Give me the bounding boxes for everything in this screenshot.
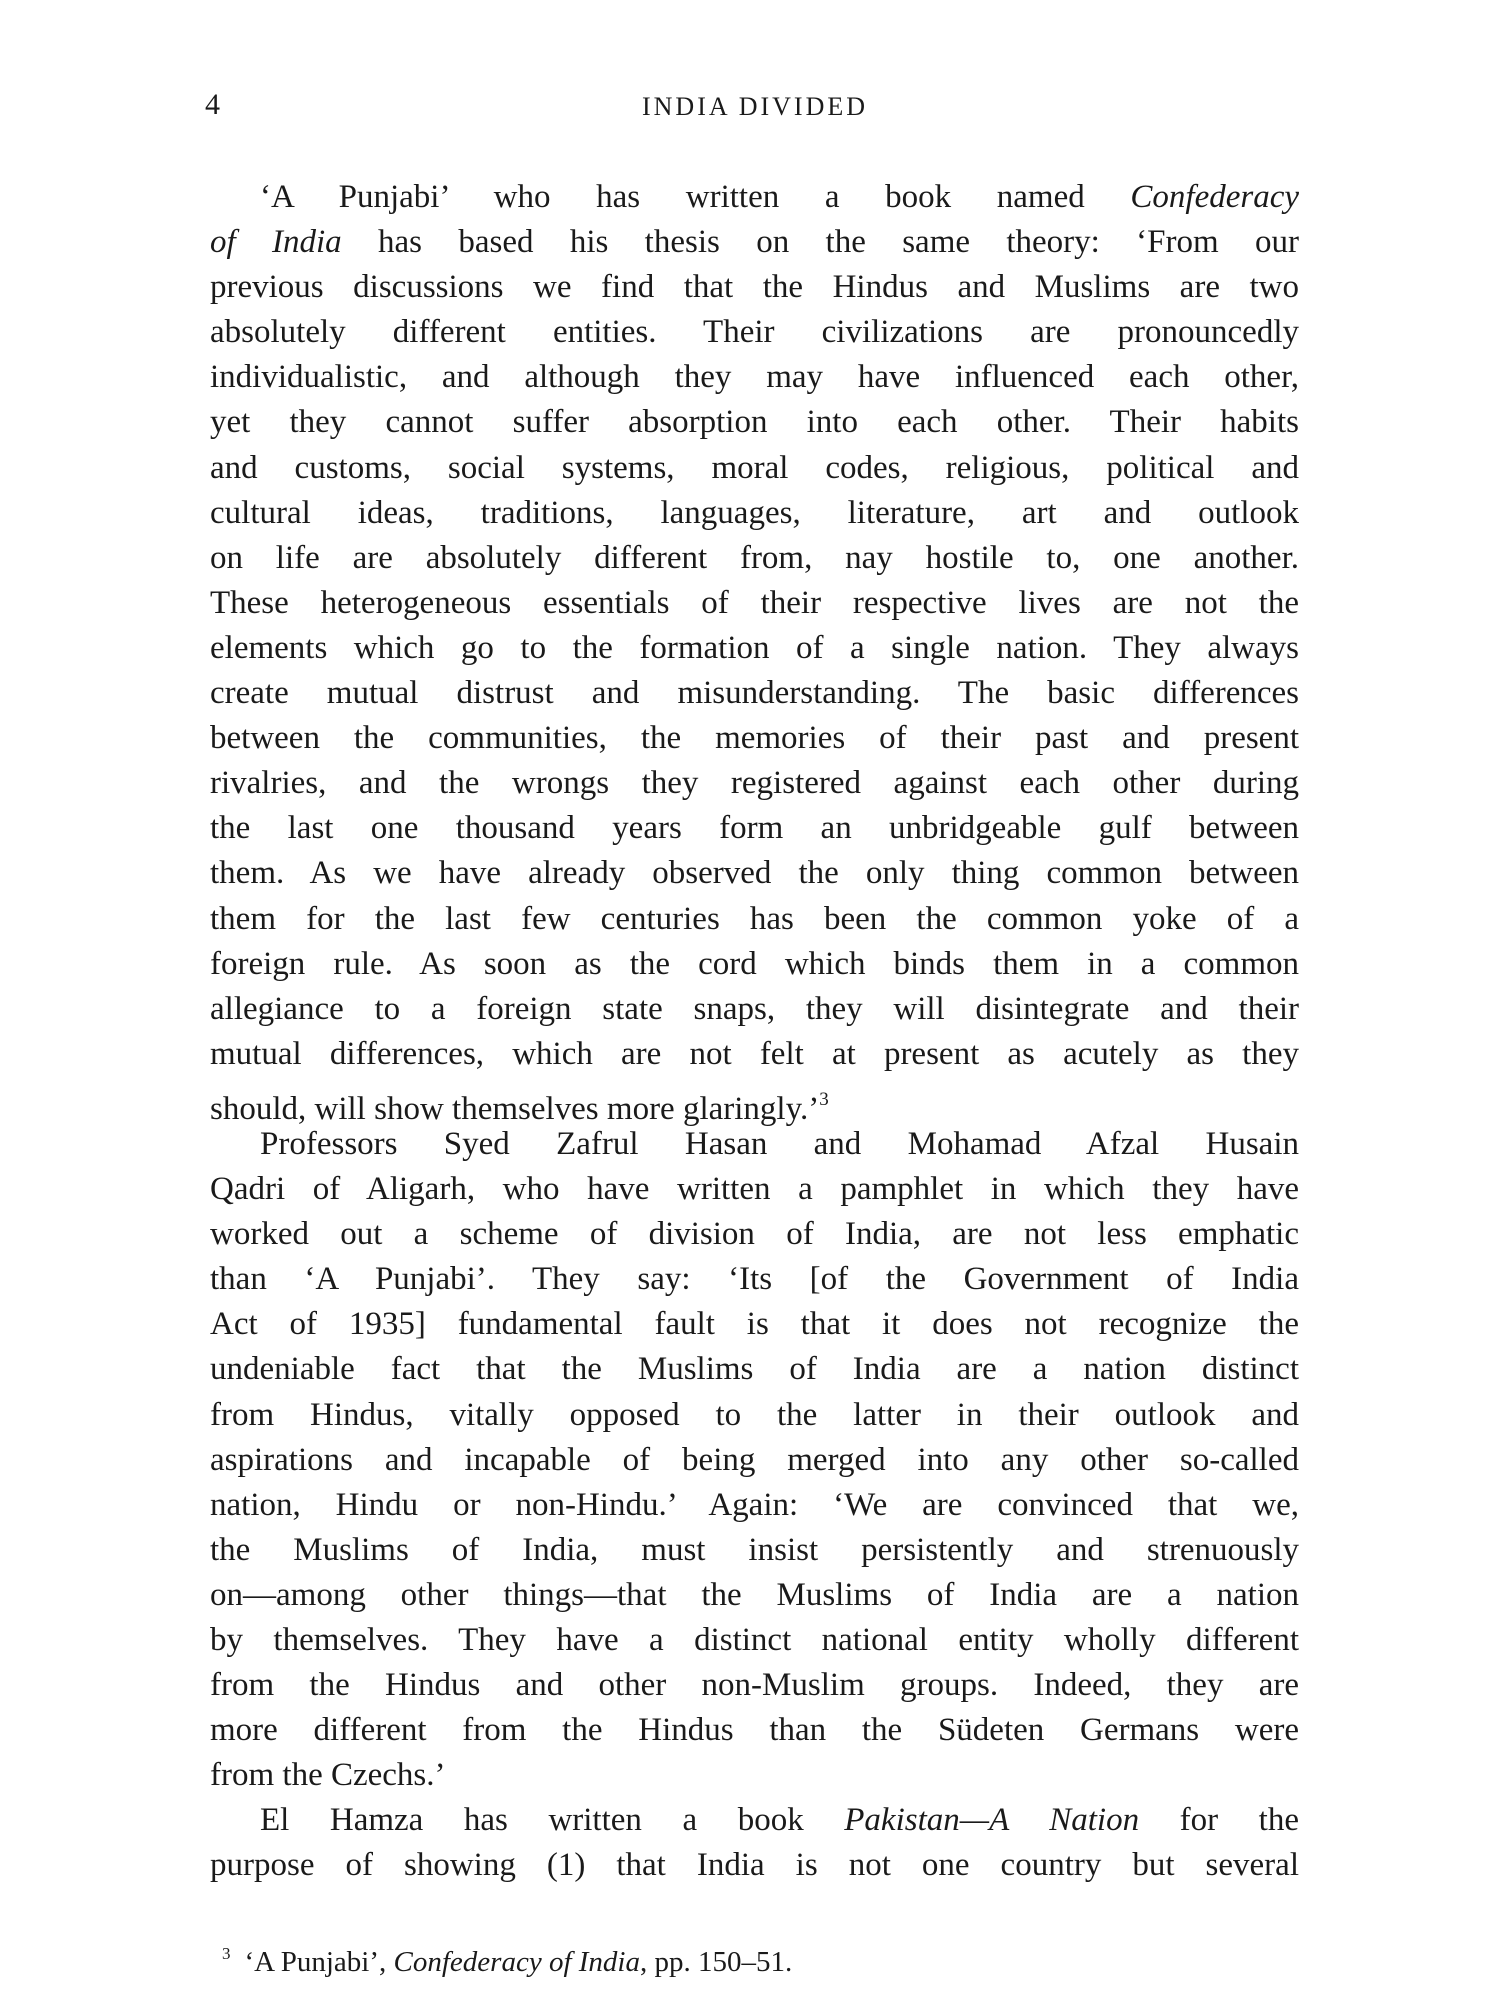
text-line xyxy=(210,1843,1299,1888)
text-line xyxy=(210,1663,1299,1708)
text-segment: create mutual distrust and misunderstanding. The basic differences xyxy=(210,675,1299,712)
text-segment: Professors Syed Zafrul Hasan and Mohamad Afzal Husain xyxy=(260,1125,1299,1162)
text-segment: has based his thesis on the same theory: ‘From our xyxy=(341,224,1299,261)
text-line xyxy=(210,1573,1299,1618)
text-segment: them. As we have already observed the only thing common between xyxy=(210,855,1299,892)
text-line xyxy=(210,1122,1299,1167)
running-title: INDIA DIVIDED xyxy=(641,92,868,121)
text-line xyxy=(210,175,1299,220)
footnote-book-title: Confederacy of India xyxy=(393,1946,640,1978)
text-line xyxy=(210,851,1299,896)
text-segment: absolutely different entities. Their civilizations are pronouncedly xyxy=(210,314,1299,351)
text-segment: purpose of showing (1) that India is not one country but several xyxy=(210,1847,1299,1884)
text-line xyxy=(210,897,1299,942)
text-segment: from Hindus, vitally opposed to the latter in their outlook and xyxy=(210,1396,1299,1433)
footnote-marker: 3 xyxy=(222,1944,231,1963)
page-number: 4 xyxy=(205,88,220,121)
text-line xyxy=(210,626,1299,671)
text-line xyxy=(210,1483,1299,1528)
text-segment: from the Hindus and other non-Muslim groups. Indeed, they are xyxy=(210,1667,1299,1704)
text-segment: on—among other things—that the Muslims of India are a nation xyxy=(210,1576,1299,1613)
text-line xyxy=(210,446,1299,491)
text-segment: Act of 1935] fundamental fault is that it does not recognize the xyxy=(210,1306,1299,1343)
text-line xyxy=(210,671,1299,716)
italic-title: of India xyxy=(210,224,342,261)
text-segment: previous discussions we find that the Hindus and Muslims are two xyxy=(210,269,1299,306)
italic-title: Confederacy xyxy=(1130,179,1299,215)
text-line xyxy=(210,1618,1299,1663)
text-segment: them for the last few centuries has been the common yoke of a xyxy=(210,900,1299,937)
text-segment: individualistic, and although they may have influenced each other, xyxy=(210,359,1299,396)
text-line xyxy=(210,310,1299,355)
footnote-reference: 3 xyxy=(819,1088,829,1110)
text-line xyxy=(210,491,1299,536)
text-segment: the Muslims of India, must insist persistently and strenuously xyxy=(210,1531,1299,1568)
text-segment: El Hamza has written a book xyxy=(260,1802,845,1839)
text-line xyxy=(210,536,1299,581)
italic-title: Pakistan—A Nation xyxy=(844,1802,1140,1839)
text-line xyxy=(210,1077,1299,1127)
text-line xyxy=(210,400,1299,445)
text-segment: Qadri of Aligarh, who have written a pamphlet in which they have xyxy=(210,1171,1299,1208)
footnote-pages: , pp. 150–51. xyxy=(639,1946,793,1978)
text-line xyxy=(210,355,1299,400)
text-segment: foreign rule. As soon as the cord which binds them in a common xyxy=(210,945,1299,982)
text-segment: aspirations and incapable of being merged into any other so-called xyxy=(210,1441,1299,1478)
text-line xyxy=(210,220,1299,265)
text-segment: These heterogeneous essentials of their respective lives are not the xyxy=(210,584,1299,621)
text-segment: than ‘A Punjabi’. They say: ‘Its [of the Government of India xyxy=(210,1261,1299,1298)
text-line xyxy=(210,1032,1299,1077)
text-segment: more different from the Hindus than the Südeten Germans were xyxy=(210,1712,1299,1749)
text-line xyxy=(210,1212,1299,1257)
footnote-text: ‘A Punjabi’, xyxy=(244,1946,394,1978)
text-segment: by themselves. They have a distinct national entity wholly different xyxy=(210,1622,1299,1658)
text-line xyxy=(210,1798,1299,1843)
text-segment: mutual differences, which are not felt at present as acutely as they xyxy=(210,1035,1299,1072)
text-segment: elements which go to the formation of a single nation. They always xyxy=(210,629,1299,666)
text-line xyxy=(210,1528,1299,1573)
text-line xyxy=(210,806,1299,851)
text-segment: allegiance to a foreign state snaps, they will disintegrate and their xyxy=(210,990,1299,1027)
text-line xyxy=(210,1347,1299,1392)
text-segment: yet they cannot suffer absorption into each other. Their habits xyxy=(210,404,1299,441)
text-line xyxy=(210,1167,1299,1212)
text-line xyxy=(210,265,1299,310)
text-segment: should, will show themselves more glaringly.’ xyxy=(210,1090,820,1127)
text-line xyxy=(210,581,1299,626)
text-line xyxy=(210,1257,1299,1302)
text-line xyxy=(210,1438,1299,1483)
text-segment: for the xyxy=(1139,1802,1299,1839)
text-line xyxy=(210,942,1299,987)
text-segment: ‘A Punjabi’ who has written a book named xyxy=(260,179,1131,215)
text-line xyxy=(210,1753,1299,1798)
text-segment: on life are absolutely different from, nay hostile to, one another. xyxy=(210,539,1299,576)
text-line xyxy=(210,761,1299,806)
text-line xyxy=(210,716,1299,761)
text-line xyxy=(210,1708,1299,1753)
text-segment: the last one thousand years form an unbridgeable gulf between xyxy=(210,810,1299,847)
body-text xyxy=(210,175,1299,1889)
text-segment: between the communities, the memories of their past and present xyxy=(210,720,1299,757)
text-segment: worked out a scheme of division of India, are not less emphatic xyxy=(210,1216,1299,1253)
text-segment: from the Czechs.’ xyxy=(210,1757,446,1794)
text-line xyxy=(210,1393,1299,1438)
footnote xyxy=(222,1944,792,1979)
text-segment: rivalries, and the wrongs they registered against each other during xyxy=(210,765,1299,802)
text-segment: cultural ideas, traditions, languages, literature, art and outlook xyxy=(210,494,1299,531)
text-line xyxy=(210,987,1299,1032)
text-segment: undeniable fact that the Muslims of India are a nation distinct xyxy=(210,1351,1299,1388)
text-line xyxy=(210,1302,1299,1347)
text-segment: and customs, social systems, moral codes, religious, political and xyxy=(210,449,1299,486)
text-segment: nation, Hindu or non-Hindu.’ Again: ‘We are convinced that we, xyxy=(210,1486,1299,1523)
